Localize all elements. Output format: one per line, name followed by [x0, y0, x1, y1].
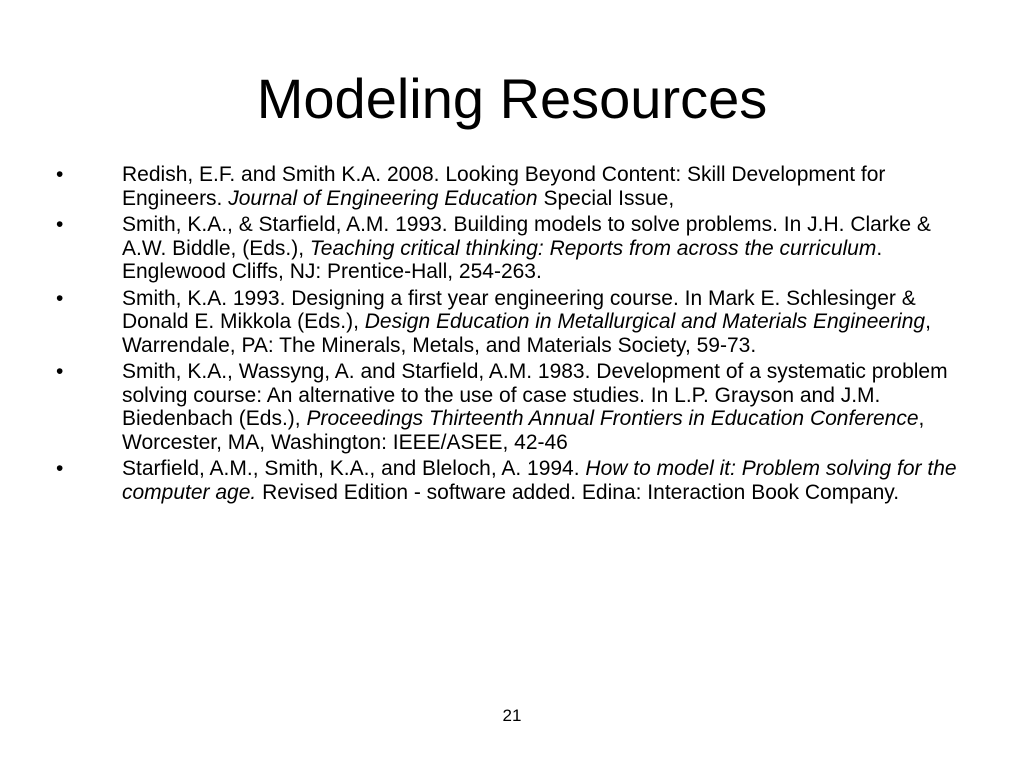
reference-text: Redish, E.F. and Smith K.A. 2008. Looking Beyond Content: Skill Development for Engineers.	[122, 163, 886, 210]
reference-item	[56, 287, 976, 358]
slide-title: Modeling Resources	[256, 67, 768, 130]
reference-text: Smith, K.A., Wassyng, A. and Starfield, A.M. 1983. Development of a systematic problem solving course: An alternative to the use of case studies. In L.P. Grayson and J.M. Biedenbach (Eds.),	[122, 360, 948, 430]
reference-details: Revised Edition - software added. Edina: Interaction Book Company.	[256, 480, 900, 504]
reference-text: Starfield, A.M., Smith, K.A., and Bleloch, A. 1994.	[122, 457, 586, 480]
reference-source-title: Journal of Engineering Education	[228, 186, 538, 210]
reference-source-title: Design Education in Metallurgical and Materials Engineering	[364, 310, 926, 333]
reference-source-title: Teaching critical thinking: Reports from across the curriculum	[309, 236, 877, 260]
bullet: •	[56, 286, 64, 310]
bullet: •	[56, 457, 64, 480]
reference-text: Smith, K.A. 1993. Designing a first year engineering course. In Mark E. Schlesinger & Donald E. Mikkola (Eds.),	[122, 286, 916, 333]
reference-item	[56, 457, 976, 504]
reference-item	[56, 163, 976, 210]
reference-source-title: How to model it: Problem solving for the computer age.	[122, 457, 957, 504]
bullet: •	[56, 163, 64, 186]
reference-details: . Englewood Cliffs, NJ: Prentice-Hall, 254-263.	[122, 236, 883, 283]
reference-text: Smith, K.A., & Starfield, A.M. 1993. Building models to solve problems. In J.H. Clarke & A.W. Biddle, (Eds.),	[122, 213, 931, 260]
reference-details: Special Issue,	[537, 186, 675, 210]
bullet: •	[56, 213, 64, 236]
reference-details: , Worcester, MA, Washington: IEEE/ASEE, 42-46	[122, 407, 925, 454]
bullet: •	[56, 360, 64, 383]
reference-item	[56, 213, 976, 284]
reference-item	[56, 360, 976, 454]
reference-source-title: Proceedings Thirteenth Annual Frontiers in Education Conference	[306, 407, 919, 430]
reference-list	[56, 163, 976, 507]
reference-details: , Warrendale, PA: The Minerals, Metals, and Materials Society, 59-73.	[122, 310, 931, 357]
page-number: 21	[502, 706, 522, 725]
